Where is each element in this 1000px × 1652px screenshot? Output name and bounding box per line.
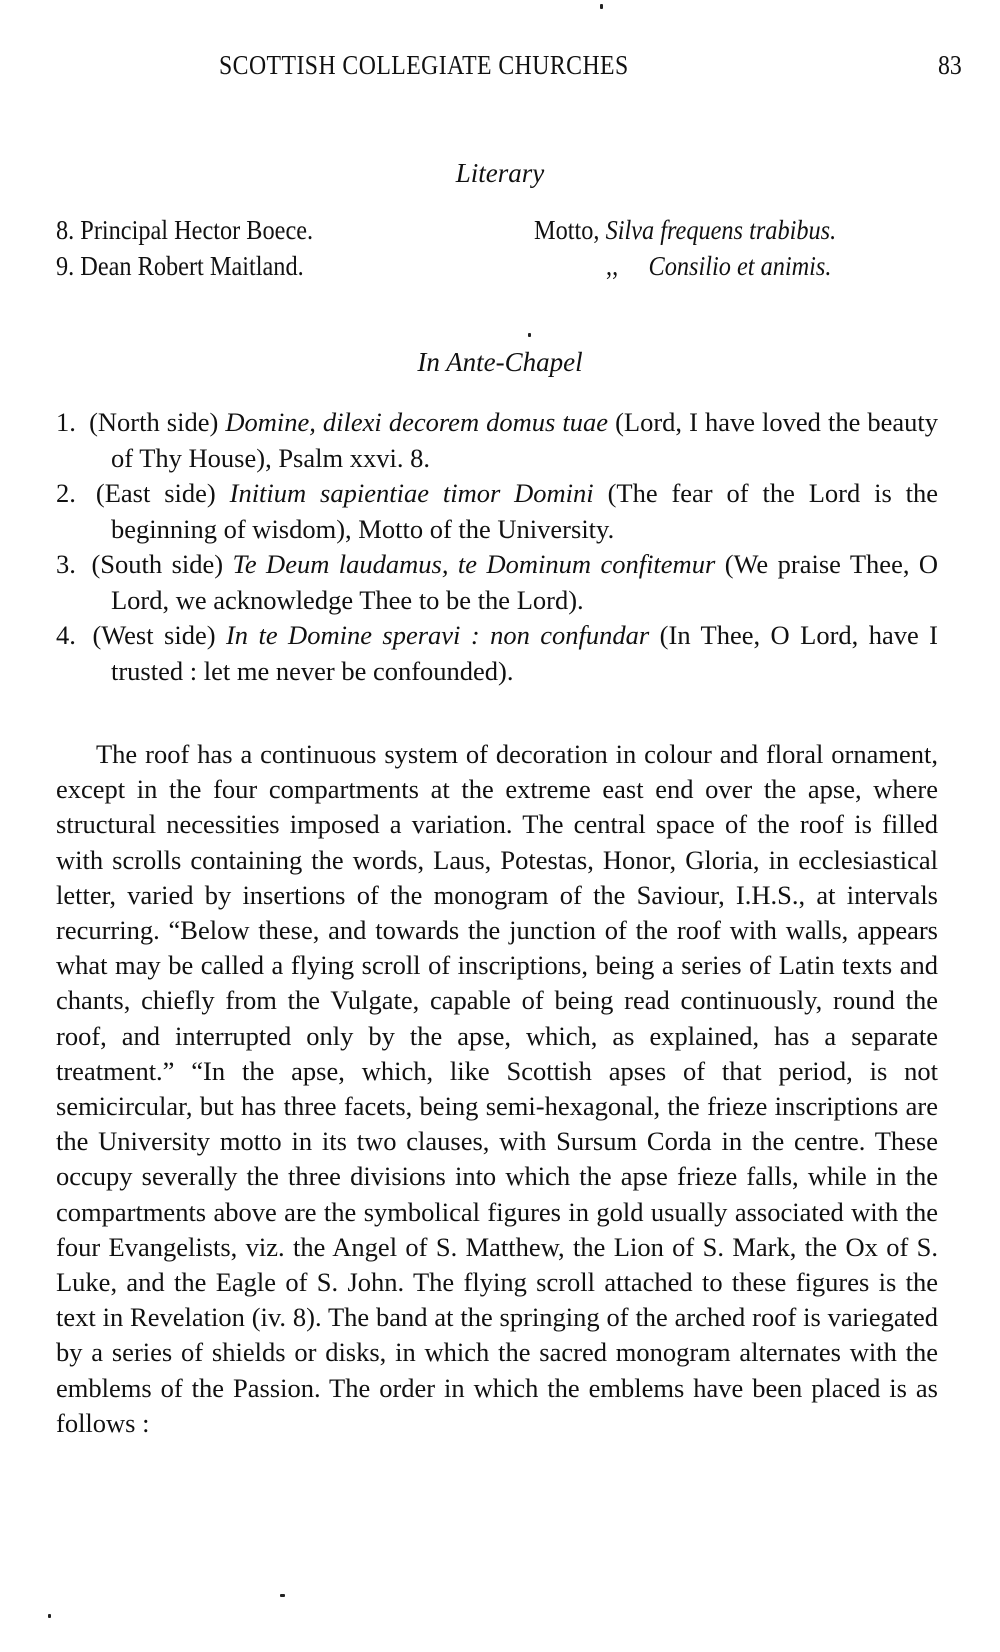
literary-entry [56,215,936,251]
item-side: (South side) [91,549,224,579]
inscription-item [56,547,938,618]
page-number: 83 [938,50,962,80]
inscription-item [56,405,938,476]
literary-entry-motto [606,251,831,282]
scan-speck [528,333,531,337]
item-number: 4. [56,620,76,650]
scan-speck [48,1614,51,1618]
section-heading-literary: Literary [455,158,545,188]
item-side: (West side) [92,620,216,650]
item-translation: (The fear of the Lord is the beginning of wisdom), Motto of the University. [111,478,939,544]
entry-name: Principal Hector Boece. [80,215,314,245]
ditto-mark: ,, [606,251,619,281]
inscription-item [56,618,938,689]
literary-entry-motto [534,215,836,246]
section-heading-ante-chapel: In Ante-Chapel [417,347,583,377]
motto-label: Motto, [534,215,600,245]
item-side: (East side) [95,478,216,508]
item-translation: (We praise Thee, O Lord, we acknowledge Thee to be the Lord). [111,549,939,615]
item-number: 3. [56,549,76,579]
item-translation: (In Thee, O Lord, have I trusted : let me never be confounded). [111,620,938,686]
body-paragraph: The roof has a continuous system of decoration in colour and floral ornament, except in the four compartments at the extreme east end over the apse, where structural necessities imposed a variation. The central space of the roof is filled with scrolls containing the words, Laus, Potestas, Honor, Gloria, in ecclesiastical letter, varied by insertions of the monogram of the Saviour, I.H.S., at intervals recurring. “Below these, and towards the junction of the roof with walls, appears what may be called a flying scroll of inscriptions, being a series of Latin texts and chants, chiefly from the Vulgate, capable of being read continuously, round the roof, and interrupted only by the apse, which, as explained, has a separate treatment.” “In the apse, which, like Scottish apses of that period, is not semicircular, but has three facets, being semi-hexagonal, the frieze inscriptions are the University motto in its two clauses, with Sursum Corda in the centre. These occupy severally the three divisions into which the apse frieze falls, while in the compartments above are the symbolical figures in gold usually associated with the four Evangelists, viz. the Angel of S. Matthew, the Lion of S. Mark, the Ox of S. Luke, and the Eagle of S. John. The flying scroll attached to these figures is the text in Revelation (iv. 8). The band at the springing of the arched roof is variegated by a series of shields or disks, in which the sacred monogram alternates with the emblems of the Passion. The order in which the emblems have been placed is as follows : [56,739,938,1438]
entry-number: 9. [56,251,75,281]
item-latin: Initium sapientiae timor Domini [229,478,594,508]
item-latin: Domine, dilexi decorem domus tuae [225,407,609,437]
item-translation: (Lord, I have loved the beauty of Thy House), Psalm xxvi. 8. [111,407,939,473]
item-side: (North side) [89,407,219,437]
literary-entry-person [56,215,313,246]
inscription-item [56,476,938,547]
item-number: 1. [56,407,76,437]
item-latin: In te Domine speravi : non confundar [225,620,650,650]
scan-speck [600,4,603,9]
scan-speck [280,1594,285,1597]
literary-entry-person [56,251,304,282]
motto-text: Consilio et animis. [648,251,832,281]
entry-number: 8. [56,215,75,245]
running-head-title: SCOTTISH COLLEGIATE CHURCHES [219,50,629,80]
item-latin: Te Deum laudamus, te Dominum confitemur [232,549,716,579]
entry-name: Dean Robert Maitland. [80,251,304,281]
inscription-list [56,405,938,689]
motto-text: Silva frequens trabibus. [605,215,837,245]
item-number: 2. [56,478,76,508]
literary-entry [56,251,936,287]
